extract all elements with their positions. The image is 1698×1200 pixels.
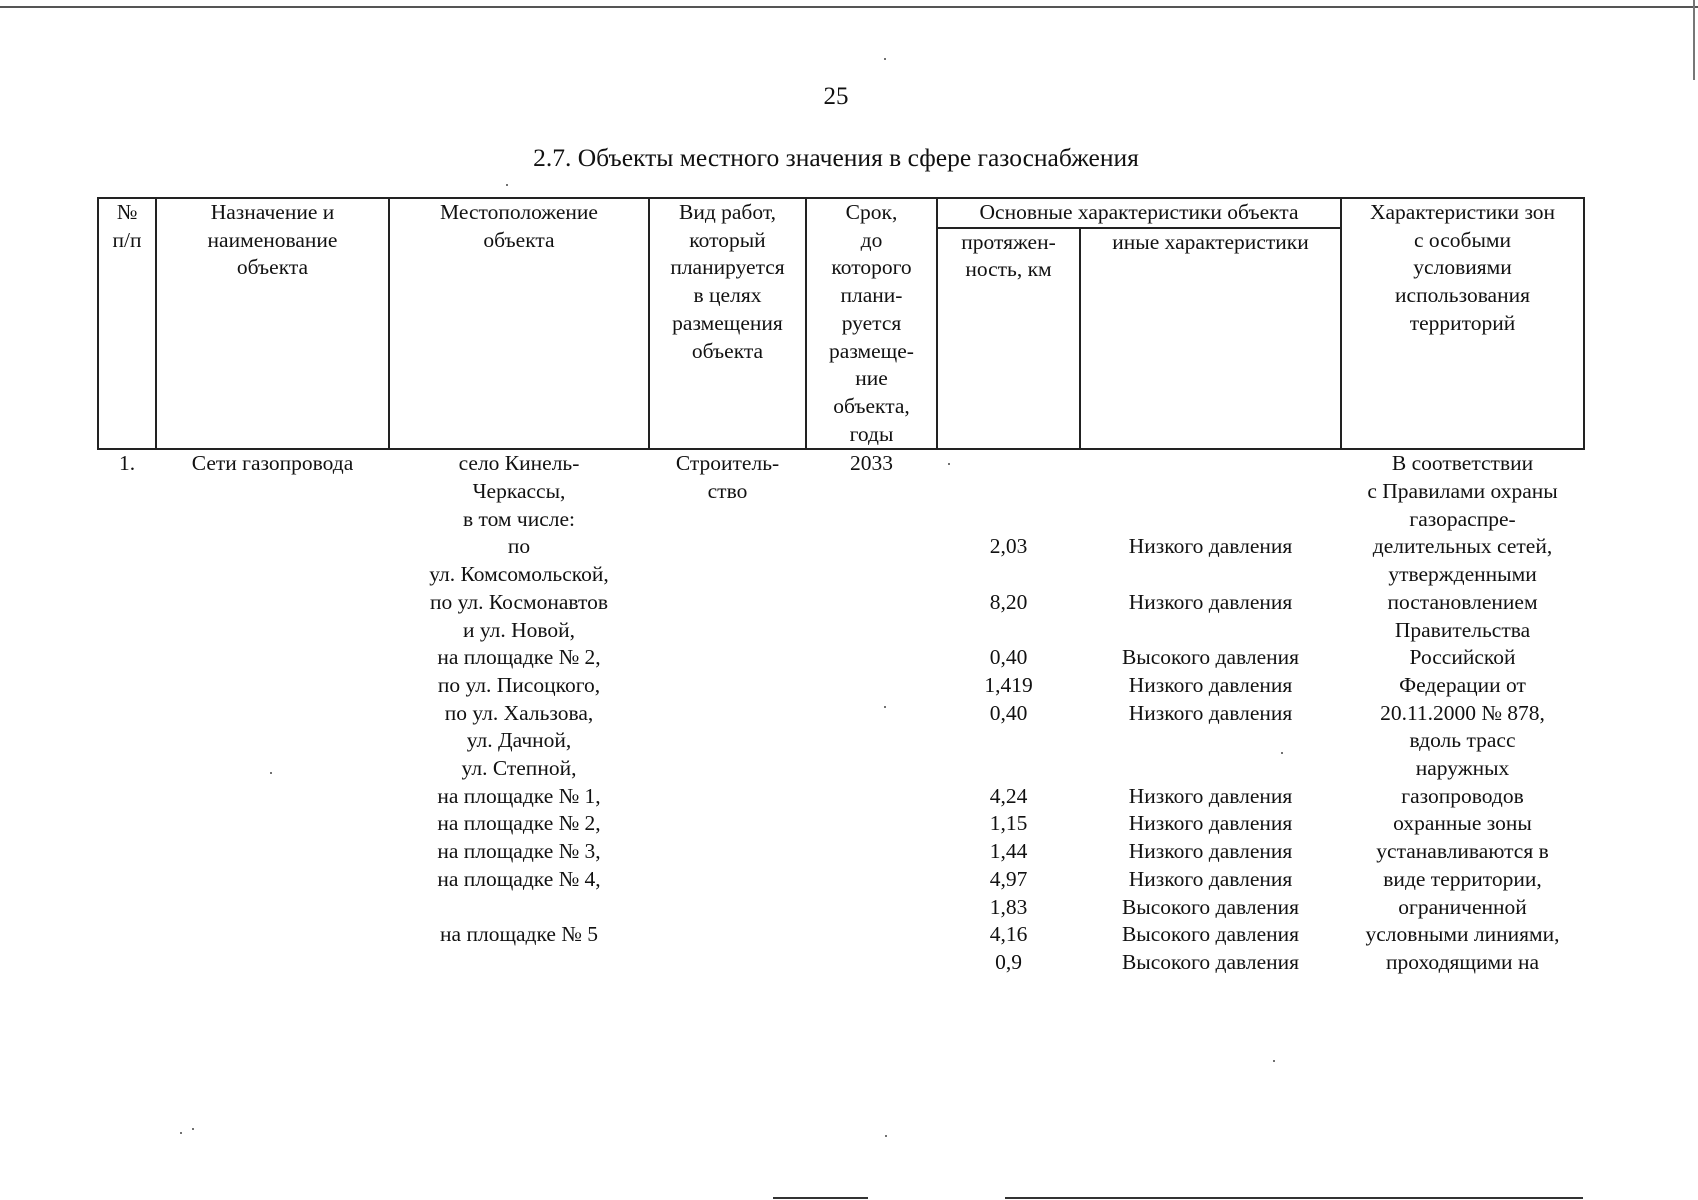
cell-other-characteristics: Низкого давления Низкого давления Высокого давления Низкого давления Низкого давления Низкого давления Низкого давления Низкого давления Низкого давления Высокого давления Высокого давления Высокого давления — [1121, 534, 1300, 974]
cell-location: село Кинель- Черкассы, в том числе: по ул. Комсомольской, по ул. Космонавтов и ул. Новой, на площадке № 2, по ул. Писоцкого, по ул. Хальзова, ул. Дачной, ул. Степной, на площадке № 1, на площадке № 2, на площадке № 3, на площадке № 4, на площадке № 5 — [429, 451, 609, 947]
cell-work-type: Строитель- ство — [675, 451, 780, 504]
cell-length: 2,03 8,20 0,40 1,419 0,40 4,24 1,15 1,44 4,97 1,83 4,16 0,9 — [984, 534, 1033, 974]
header-location-label: Местоположение объекта — [440, 200, 598, 252]
header-length — [937, 228, 1080, 450]
gas-objects-table-wrapper — [97, 197, 1583, 977]
header-work-type-label: Вид работ, который планируется в целях размещения объекта — [670, 200, 785, 363]
cell-name: Сети газопровода — [191, 451, 354, 476]
header-zones — [1341, 198, 1584, 449]
header-term-label: Срок, до которого плани- руется размеще- ние объекта, годы — [829, 200, 914, 446]
scan-speck — [885, 1135, 887, 1137]
gas-objects-table — [97, 197, 1585, 977]
header-term — [806, 198, 937, 449]
header-work-type — [649, 198, 806, 449]
header-name — [156, 198, 389, 449]
header-main-characteristics — [937, 198, 1341, 228]
header-zones-label: Характеристики зон с особыми условиями использования территорий — [1369, 200, 1556, 335]
header-location — [389, 198, 649, 449]
header-main-characteristics-label: Основные характеристики объекта — [979, 200, 1299, 224]
table-header-row — [98, 198, 1584, 228]
header-name-label: Назначение и наименование объекта — [207, 200, 338, 280]
header-other-characteristics — [1080, 228, 1341, 450]
scan-edge-top — [0, 6, 1698, 8]
cell-num: 1. — [118, 451, 136, 476]
scan-speck — [884, 58, 886, 60]
table-row — [98, 449, 1584, 976]
scan-edge-right — [1693, 0, 1695, 80]
footer-rule-left — [773, 1197, 868, 1199]
scan-speck — [506, 184, 508, 186]
scan-speck — [180, 1132, 182, 1134]
scan-speck — [192, 1128, 194, 1130]
header-length-label: протяжен- ность, км — [961, 229, 1056, 282]
cell-zones: В соответствии с Правилами охраны газораспре- делительных сетей, утвержденными постановлением Правительства Российской Федерации от 20.11.2000 № 878, вдоль трасс наружных газопроводов охранные зоны устанавливаются в виде территории, ограниченной условными линиями, проходящими на — [1365, 451, 1560, 974]
section-title: 2.7. Объекты местного значения в сфере газоснабжения — [533, 143, 1139, 172]
header-other-characteristics-label: иные характеристики — [1112, 229, 1309, 254]
page-number: 25 — [823, 83, 849, 110]
scan-speck — [1273, 1060, 1275, 1062]
cell-term: 2033 — [850, 451, 893, 476]
footer-rule-right — [1005, 1197, 1583, 1199]
header-num-label: № п/п — [112, 200, 142, 252]
header-num — [98, 198, 156, 449]
